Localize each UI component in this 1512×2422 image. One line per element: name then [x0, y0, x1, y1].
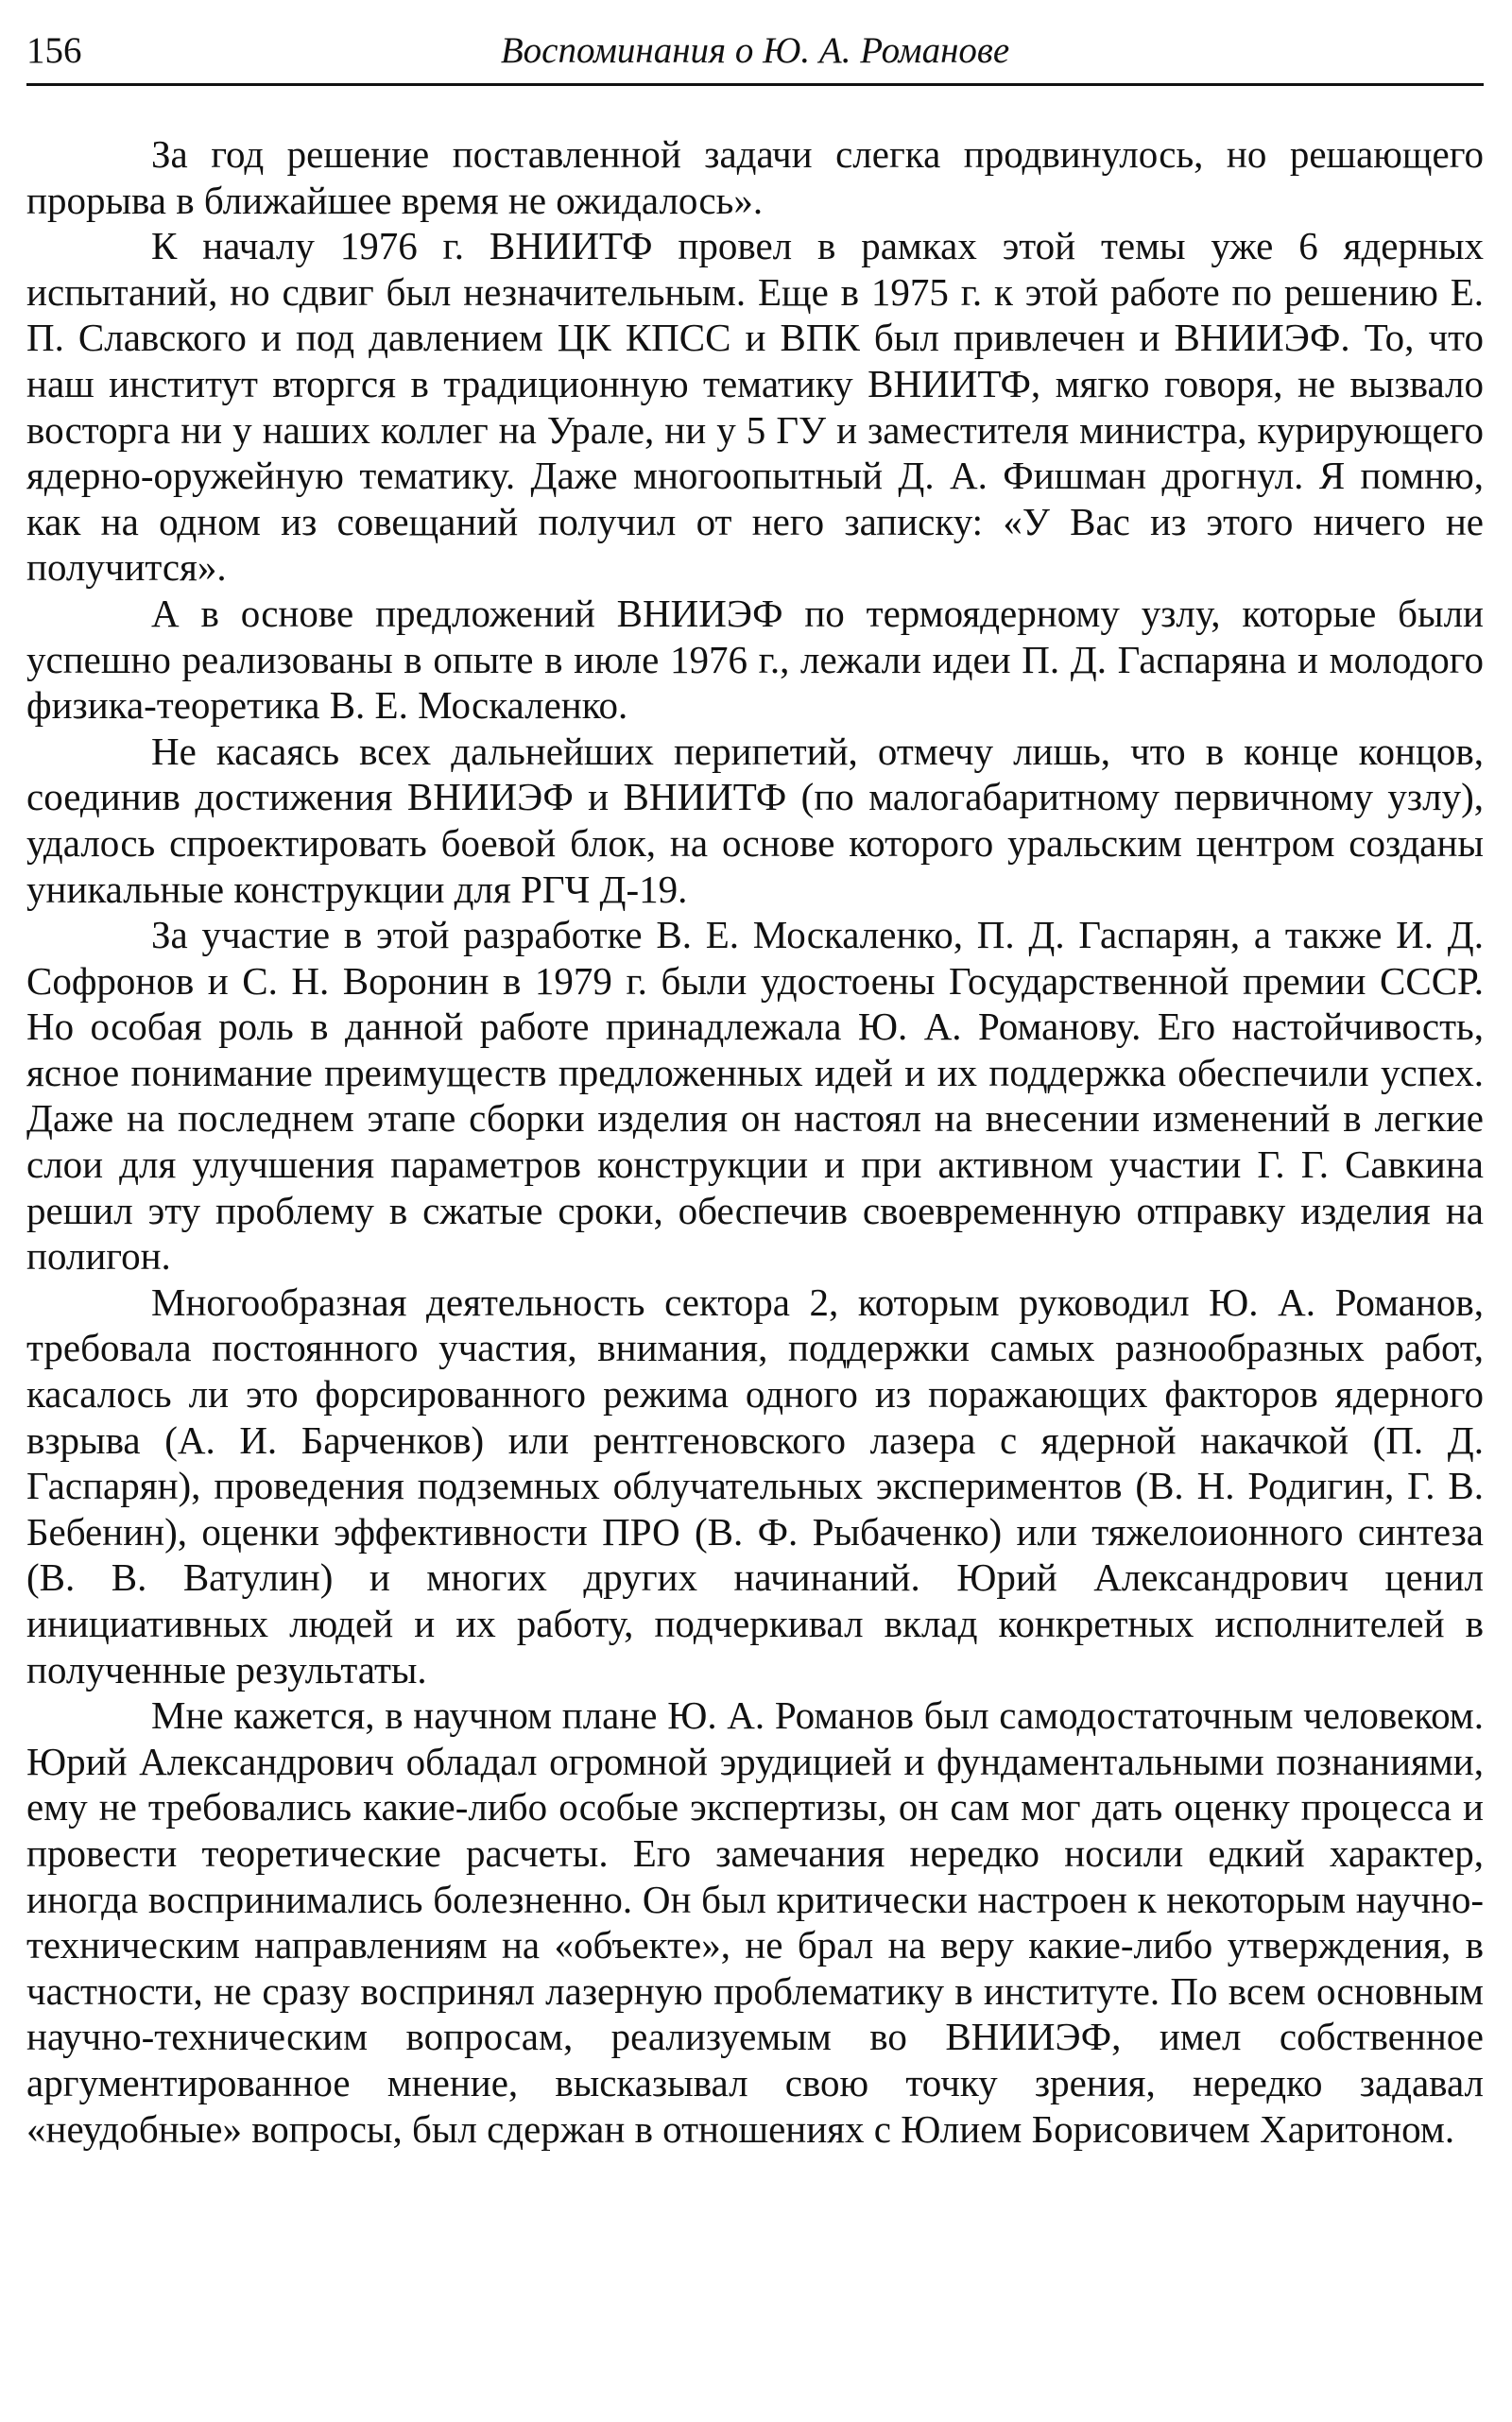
paragraph-1: За год решение поставленной задачи слегка продвинулось, но решающего прорыва в ближайшее время не ожидалось».: [26, 132, 1484, 222]
page-header: [26, 26, 1484, 86]
running-title: Воспоминания о Ю. А. Романове: [500, 30, 1010, 71]
book-page: [26, 0, 1484, 2422]
paragraph-2: К началу 1976 г. ВНИИТФ провел в рамках этой темы уже 6 ядерных испытаний, но сдвиг был незначительным. Еще в 1975 г. к этой работе по решению Е. П. Славского и под давлением ЦК КПСС и ВПК был привлечен и ВНИИЭФ. То, что наш институт вторгся в традиционную тематику ВНИИТФ, мягко говоря, не вызвало восторга ни у наших коллег на Урале, ни у 5 ГУ и заместителя министра, курирующего ядерно-оружейную тематику. Даже многоопытный Д. А. Фишман дрогнул. Я помню, как на одном из совещаний получил от него записку: «У Вас из этого ничего не получится».: [26, 224, 1484, 590]
paragraph-3: А в основе предложений ВНИИЭФ по термоядерному узлу, которые были успешно реализованы в опыте в июле 1976 г., лежали идеи П. Д. Гаспаряна и молодого физика-теоретика В. Е. Москаленко.: [26, 591, 1484, 728]
body-text: [26, 131, 1484, 2152]
page-number: 156: [26, 30, 82, 71]
paragraph-4: Не касаясь всех дальнейших перипетий, отмечу лишь, что в конце концов, соединив достижения ВНИИЭФ и ВНИИТФ (по малогабаритному первичному узлу), удалось спроектировать боевой блок, на основе которого уральским центром созданы уникальные конструкции для РГЧ Д-19.: [26, 729, 1484, 911]
paragraph-5: За участие в этой разработке В. Е. Москаленко, П. Д. Гаспарян, а также И. Д. Софронов и С. Н. Воронин в 1979 г. были удостоены Государственной премии СССР. Но особая роль в данной работе принадлежала Ю. А. Романову. Его настойчивость, ясное понимание преимуществ предложенных идей и их поддержка обеспечили успех. Даже на последнем этапе сборки изделия он настоял на внесении изменений в легкие слои для улучшения параметров конструкции и при активном участии Г. Г. Савкина решил эту проблему в сжатые сроки, обеспечив своевременную отправку изделия на полигон.: [26, 913, 1484, 1279]
paragraph-7: Мне кажется, в научном плане Ю. А. Романов был самодостаточным человеком. Юрий Александрович обладал огромной эрудицией и фундаментальными познаниями, ему не требовались какие-либо особые экспертизы, он сам мог дать оценку процесса и провести теоретические расчеты. Его замечания нередко носили едкий характер, иногда воспринимались болезненно. Он был критически настроен к некоторым научно-техническим направлениям на «объекте», не брал на веру какие-либо утверждения, в частности, не сразу воспринял лазерную проблематику в институте. По всем основным научно-техническим вопросам, реализуемым во ВНИИЭФ, имел собственное аргументированное мнение, высказывал свою точку зрения, нередко задавал «неудобные» вопросы, был сдержан в отношениях с Юлием Борисовичем Харитоном.: [26, 1693, 1484, 2151]
paragraph-6: Многообразная деятельность сектора 2, которым руководил Ю. А. Романов, требовала постоянного участия, внимания, поддержки самых разнообразных работ, касалось ли это форсированного режима одного из поражающих факторов ядерного взрыва (А. И. Барченков) или рентгеновского лазера с ядерной накачкой (П. Д. Гаспарян), проведения подземных облучательных экспериментов (В. Н. Родигин, Г. В. Бебенин), оценки эффективности ПРО (В. Ф. Рыбаченко) или тяжелоионного синтеза (В. В. Ватулин) и многих других начинаний. Юрий Александрович ценил инициативных людей и их работу, подчеркивал вклад конкретных исполнителей в полученные результаты.: [26, 1280, 1484, 1692]
